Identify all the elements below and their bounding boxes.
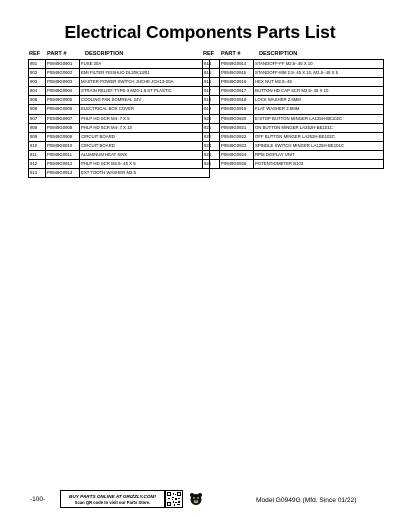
parts-table <box>28 59 210 178</box>
ref-cell: 925 <box>203 160 220 169</box>
table-row <box>29 78 210 87</box>
ref-cell: 910 <box>29 141 46 150</box>
description-cell: POTENTIOMETER B103 <box>254 160 384 169</box>
ref-cell: 917 <box>203 87 220 96</box>
description-cell: RPM DISPLAY UNIT <box>254 150 384 159</box>
part-number-cell: P0949G0906 <box>46 105 80 114</box>
ref-cell: 908 <box>29 123 46 132</box>
description-cell: MASTER POWER SWITCH JUCHE JCH13-20A <box>80 78 210 87</box>
table-row <box>203 141 384 150</box>
part-number-cell: P0949G0907 <box>46 114 80 123</box>
description-cell: PHLP HD SCR M4-.7 X 10 <box>80 123 210 132</box>
part-number-cell: P0949G0914 <box>220 60 254 69</box>
ref-cell: 922 <box>203 132 220 141</box>
ref-cell: 903 <box>29 78 46 87</box>
description-cell: CIRCUIT BOARD <box>80 132 210 141</box>
part-number-cell: P0949G0905 <box>46 96 80 105</box>
table-row <box>203 69 384 78</box>
table-row <box>29 160 210 169</box>
part-number-cell: P0949G0909 <box>46 132 80 141</box>
ref-cell: 913 <box>29 169 46 178</box>
header-description: DESCRIPTION <box>259 51 298 57</box>
part-number-cell: P0949G0908 <box>46 123 80 132</box>
description-cell: BUTTON HD CAP SCR M2.5-.45 X 10 <box>254 87 384 96</box>
part-number-cell: P0949G0919 <box>220 105 254 114</box>
ref-cell: 901 <box>29 60 46 69</box>
part-number-cell: P0949G0904 <box>46 87 80 96</box>
part-number-cell: P0949G0916 <box>220 78 254 87</box>
description-cell: ALUMINUM HEAT SINK <box>80 150 210 159</box>
ref-cell: 919 <box>203 105 220 114</box>
part-number-cell: P0949G0923 <box>220 141 254 150</box>
table-header <box>28 50 210 59</box>
header-ref: REF <box>203 51 215 57</box>
table-row <box>203 96 384 105</box>
ref-cell: 902 <box>29 69 46 78</box>
table-row <box>29 96 210 105</box>
description-cell: ELECTRICAL BOX COVER <box>80 105 210 114</box>
part-number-cell: P0949G0902 <box>46 69 80 78</box>
qr-code-icon[interactable] <box>165 490 183 508</box>
header-part: PART # <box>47 51 67 57</box>
description-cell: HEX NUT M2.5-.45 <box>254 78 384 87</box>
promo-headline: BUY PARTS ONLINE AT GRIZZLY.COM! <box>69 493 156 499</box>
description-cell: EXT TOOTH WASHER M2.5 <box>80 169 210 178</box>
ref-cell: 915 <box>203 69 220 78</box>
ref-cell: 921 <box>203 123 220 132</box>
part-number-cell: P0949G0921 <box>220 123 254 132</box>
table-row <box>29 150 210 159</box>
ref-cell: 911 <box>29 150 46 159</box>
ref-cell: 912 <box>29 160 46 169</box>
table-row <box>29 169 210 178</box>
table-row <box>29 114 210 123</box>
header-part: PART # <box>221 51 241 57</box>
ref-cell: 904 <box>29 87 46 96</box>
description-cell: COOLING FAN SOMREAL 24V <box>80 96 210 105</box>
grizzly-bear-logo-icon <box>189 492 203 506</box>
description-cell: FLAT WASHER 2.5MM <box>254 105 384 114</box>
part-number-cell: P0949G0915 <box>220 69 254 78</box>
ref-cell: 906 <box>29 105 46 114</box>
table-row <box>203 105 384 114</box>
description-cell: PHLP HD SCR M4-.7 X 5 <box>80 114 210 123</box>
table-row <box>203 87 384 96</box>
parts-table <box>202 59 384 169</box>
table-row <box>29 105 210 114</box>
parts-store-promo <box>60 490 165 508</box>
part-number-cell: P0949G0903 <box>46 78 80 87</box>
part-number-cell: P0949G0913 <box>46 169 80 178</box>
model-label: Model G0949G (Mfd. Since 01/22) <box>256 497 357 504</box>
table-row <box>203 123 384 132</box>
table-row <box>29 87 210 96</box>
table-header <box>202 50 384 59</box>
description-cell: CIRCUIT BOARD <box>80 141 210 150</box>
description-cell: STRAIN RELIEF TYPE-3 M20-1.5 ST PLASTIC <box>80 87 210 96</box>
ref-cell: 909 <box>29 132 46 141</box>
table-row <box>29 141 210 150</box>
part-number-cell: P0949G0924 <box>220 150 254 159</box>
part-number-cell: P0949G0918 <box>220 96 254 105</box>
parts-table-right <box>202 50 384 169</box>
ref-cell: 914 <box>203 60 220 69</box>
part-number-cell: P0949G0920 <box>220 114 254 123</box>
table-row <box>203 160 384 169</box>
description-cell: STANDOFF-MM 2.5-.45 X 10, M2.5-.45 X 5 <box>254 69 384 78</box>
ref-cell: 907 <box>29 114 46 123</box>
header-description: DESCRIPTION <box>85 51 124 57</box>
ref-cell: 923 <box>203 141 220 150</box>
promo-subline: Scan QR code to visit our Parts Store. <box>74 499 151 505</box>
table-row <box>203 60 384 69</box>
part-number-cell: P0949G0901 <box>46 60 80 69</box>
part-number-cell: P0949G0917 <box>220 87 254 96</box>
description-cell: PHLP HD SCR M2.5-.45 X 5 <box>80 160 210 169</box>
page-title: Electrical Components Parts List <box>64 22 336 42</box>
part-number-cell: P0949G0922 <box>220 132 254 141</box>
part-number-cell: P0949G0912 <box>46 160 80 169</box>
description-cell: OFF BUTTON MINGER LA252H-BE102C <box>254 132 384 141</box>
table-row <box>29 69 210 78</box>
part-number-cell: P0949G0910 <box>46 141 80 150</box>
table-row <box>203 150 384 159</box>
table-row <box>203 78 384 87</box>
table-row <box>29 123 210 132</box>
ref-cell: 905 <box>29 96 46 105</box>
table-row <box>203 132 384 141</box>
page-footer <box>0 488 400 517</box>
parts-table-left <box>28 50 210 178</box>
description-cell: FUSE 20A <box>80 60 210 69</box>
table-row <box>203 114 384 123</box>
part-number-cell: P0949G0925 <box>220 160 254 169</box>
ref-cell: 916 <box>203 78 220 87</box>
ref-cell: 924 <box>203 150 220 159</box>
description-cell: STANDOFF-FF M2.5-.45 X 10 <box>254 60 384 69</box>
table-row <box>29 60 210 69</box>
part-number-cell: P0949G0911 <box>46 150 80 159</box>
description-cell: LOCK WASHER 2.5MM <box>254 96 384 105</box>
table-row <box>29 132 210 141</box>
description-cell: SPINDLE SWITCH MINGER LA125H-BE101C <box>254 141 384 150</box>
ref-cell: 918 <box>203 96 220 105</box>
page-number: -100- <box>30 496 46 503</box>
description-cell: EMI FILTER FEISHUO DL20K13/01 <box>80 69 210 78</box>
description-cell: E-STOP BUTTON MINGER LA125H-BE102C <box>254 114 384 123</box>
header-ref: REF <box>29 51 41 57</box>
description-cell: ON BUTTON MINGER LA252H-BE101C <box>254 123 384 132</box>
ref-cell: 920 <box>203 114 220 123</box>
